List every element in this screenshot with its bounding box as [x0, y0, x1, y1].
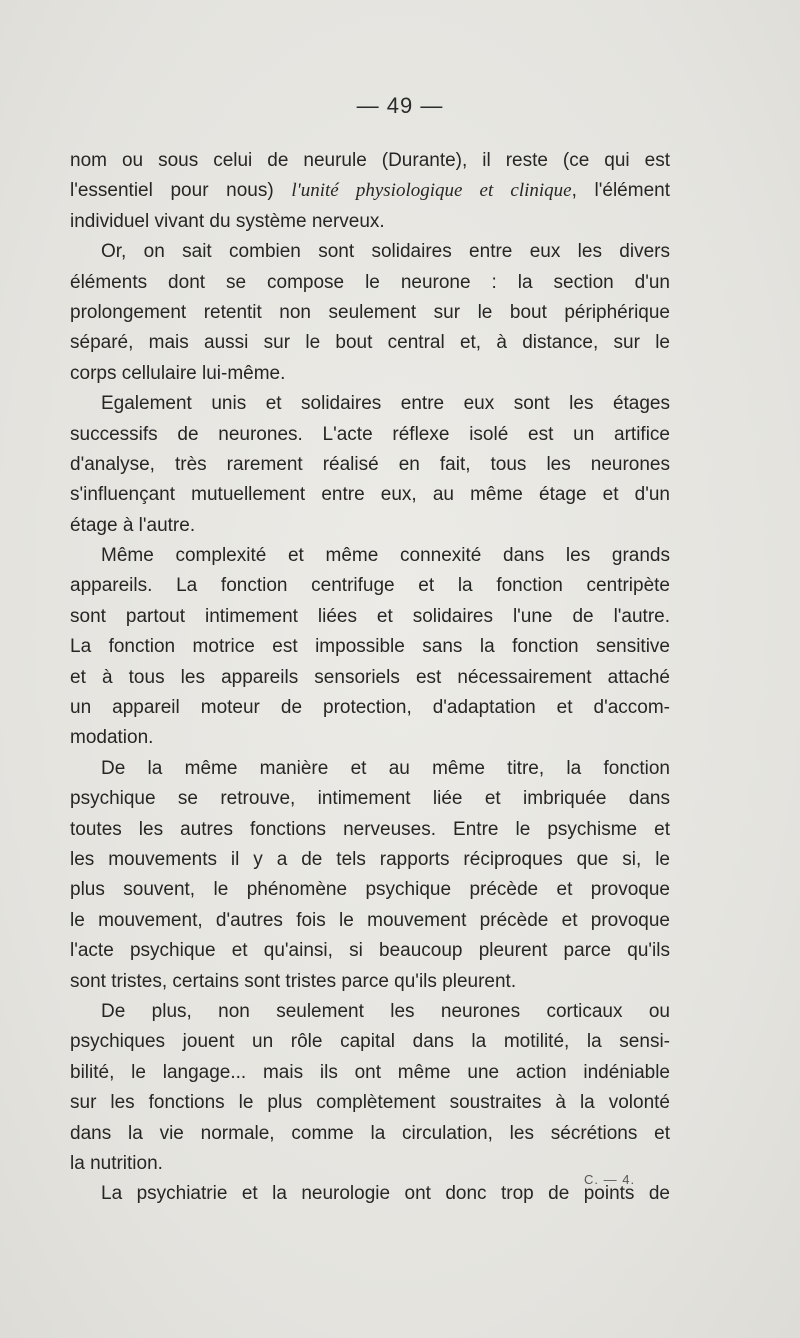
- text-line: s'influençant mutuellement entre eux, au même étage et d'un: [70, 484, 670, 506]
- text-line: séparé, mais aussi sur le bout central et, à distance, sur le: [70, 332, 670, 354]
- text-line: nom ou sous celui de neurule (Durante), il reste (ce qui est: [70, 150, 670, 171]
- text-line: appareils. La fonction centrifuge et la fonction centripète: [70, 575, 670, 597]
- text-line: Même complexité et même connexité dans les grands: [101, 545, 670, 567]
- text-line: La psychiatrie et la neurologie ont donc trop de points de: [101, 1183, 670, 1205]
- text-line: Egalement unis et solidaires entre eux sont les étages: [101, 393, 670, 415]
- text-line: l'acte psychique et qu'ainsi, si beaucoup pleurent parce qu'ils: [70, 940, 670, 962]
- text-line: un appareil moteur de protection, d'adaptation et d'accom-: [70, 697, 670, 719]
- text-line: prolongement retentit non seulement sur le bout périphérique: [70, 301, 670, 323]
- text-line: sont tristes, certains sont tristes parce qu'ils pleurent.: [70, 970, 517, 992]
- text-line: la nutrition.: [70, 1152, 163, 1174]
- text-line: les mouvements il y a de tels rapports réciproques que si, le: [70, 848, 670, 870]
- text-line: De plus, non seulement les neurones corticaux ou: [101, 1000, 670, 1022]
- text-line: corps cellulaire lui-même.: [70, 362, 286, 384]
- text-line: sur les fonctions le plus complètement soustraites à la volonté: [70, 1092, 670, 1114]
- body-text: [70, 146, 670, 1210]
- text-line: La fonction motrice est impossible sans la fonction sensitive: [70, 636, 670, 658]
- text-line: toutes les autres fonctions nerveuses. Entre le psychisme et: [70, 818, 670, 840]
- text-line: successifs de neurones. L'acte réflexe isolé est un artifice: [70, 423, 670, 445]
- printer-signature: C. — 4.: [584, 1172, 636, 1187]
- text-line: sont partout intimement liées et solidaires l'une de l'autre.: [70, 605, 670, 627]
- page-number: — 49 —: [356, 93, 444, 118]
- text-line: et à tous les appareils sensoriels est nécessairement attaché: [70, 666, 670, 688]
- emphasized-phrase: l'unité physiologique et clinique: [291, 180, 572, 202]
- text-line: psychiques jouent un rôle capital dans la motilité, la sensi-: [70, 1031, 670, 1053]
- text-line: De la même manière et au même titre, la fonction: [101, 757, 670, 779]
- text-line: Or, on sait combien sont solidaires entre eux les divers: [101, 241, 670, 263]
- text-line: éléments dont se compose le neurone : la section d'un: [70, 271, 670, 293]
- text-line: étage à l'autre.: [70, 514, 196, 536]
- text-line: d'analyse, très rarement réalisé en fait, tous les neurones: [70, 453, 670, 475]
- text-line: individuel vivant du système nerveux.: [70, 210, 385, 232]
- text-line: [70, 176, 670, 206]
- text-line-segment: , l'élément: [571, 180, 670, 202]
- text-line: modation.: [70, 727, 154, 749]
- text-line: dans la vie normale, comme la circulation, les sécrétions et: [70, 1122, 670, 1144]
- text-line: bilité, le langage... mais ils ont même une action indéniable: [70, 1061, 670, 1083]
- text-line-segment: l'essentiel pour nous): [70, 180, 292, 202]
- text-line: plus souvent, le phénomène psychique précède et provoque: [70, 879, 670, 901]
- text-line: le mouvement, d'autres fois le mouvement précède et provoque: [70, 909, 670, 931]
- text-line: psychique se retrouve, intimement liée et imbriquée dans: [70, 788, 670, 810]
